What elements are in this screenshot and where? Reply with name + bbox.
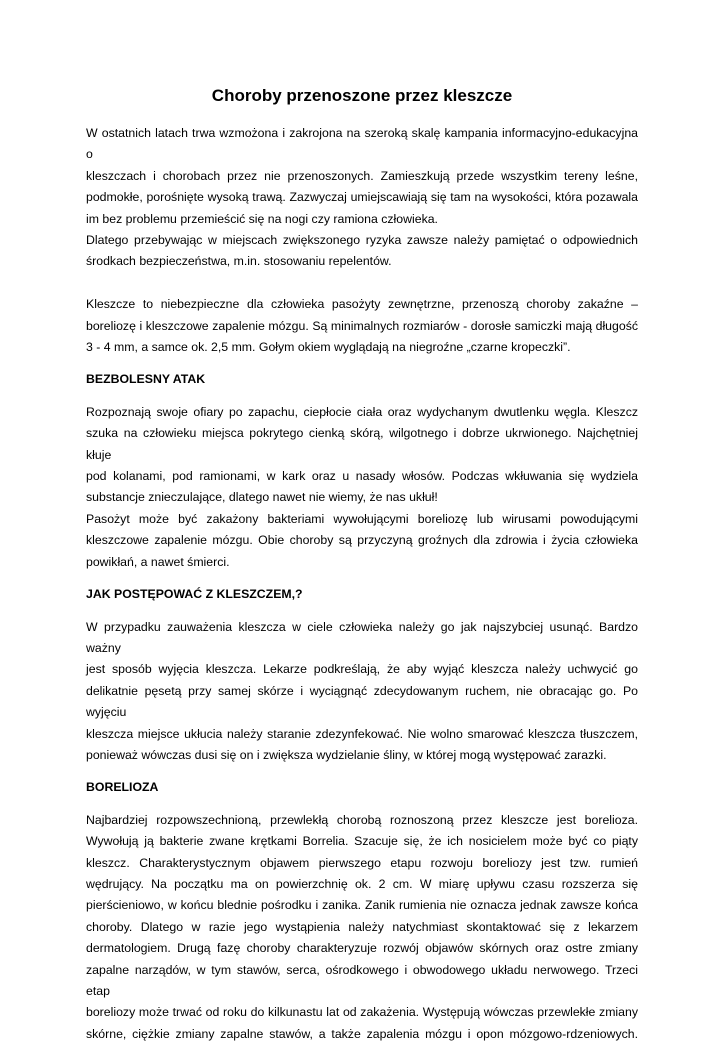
text-line: substancje znieczulające, dlatego nawet nie wiemy, że nas ukłuł! xyxy=(86,490,438,505)
text-line: boreliozy może trwać od roku do kilkunastu lat od zakażenia. Występują wówczas przewlekłe zmiany xyxy=(86,1005,638,1020)
text-line: wędrujący. Na początku ma on powierzchnię ok. 2 cm. W miarę upływu czasu rozszerza się xyxy=(86,876,638,891)
text-line: zapalne narządów, w tym stawów, serca, ośrodkowego i obwodowego układu nerwowego. Trzeci etap xyxy=(86,962,638,999)
ticks-paragraph xyxy=(86,294,638,358)
text-line: Rozpoznają swoje ofiary po zapachu, ciepłocie ciała oraz wydychanym dwutlenku węgla. Kleszcz xyxy=(86,404,638,419)
text-line: Najbardziej rozpowszechnioną, przewlekłą chorobą roznoszoną przez kleszcze jest borelioza. xyxy=(86,812,638,827)
text-line: szuka na człowieku miejsca pokrytego cienką skórą, wilgotnego i dobrze ukrwionego. Najchętniej kłuje xyxy=(86,426,638,462)
text-line: im bez problemu przemieścić się na nogi czy ramiona człowieka. xyxy=(86,211,438,226)
text-line: skórne, ciężkie zmiany zapalne stawów, a także zapalenia mózgu i opon mózgowo-rdzeniowych. xyxy=(86,1026,638,1041)
text-line: choroby. Dlatego w razie jego wystąpienia należy natychmiast skontaktować się z lekarzem xyxy=(86,919,638,934)
text-line: Dlatego przebywając w miejscach zwiększonego ryzyka zawsze należy pamiętać o odpowiednich xyxy=(86,233,638,248)
text-line: Pasożyt może być zakażony bakteriami wywołującymi boreliozę lub wirusami powodującymi xyxy=(86,511,638,526)
text-line: 3 - 4 mm, a samce ok. 2,5 mm. Gołym okiem wyglądają na niegroźne „czarne kropeczki”. xyxy=(86,340,571,355)
text-line: powikłań, a nawet śmierci. xyxy=(86,554,230,569)
text-line: podmokłe, porośnięte wysoką trawą. Zazwyczaj umiejscawiają się tam na wysokości, która pozawala xyxy=(86,190,638,205)
section1-paragraph-2 xyxy=(86,509,638,573)
intro-paragraph xyxy=(86,123,638,230)
text-line: boreliozę i kleszczowe zapalenie mózgu. Są minimalnych rozmiarów - dorosłe samiczki mają długość xyxy=(86,318,638,333)
text-line: kleszczowe zapalenie mózgu. Obie choroby są przyczyną groźnych dla zdrowia i życia człowieka xyxy=(86,533,638,548)
text-line: pod kolanami, pod ramionami, w kark oraz u nasady włosów. Podczas wkłuwania się wydziela xyxy=(86,469,638,484)
section3-paragraph-1 xyxy=(86,810,638,1045)
text-line: dermatologiem. Drugą fazę choroby charakteryzuje rozwój objawów skórnych oraz ostre zmiany xyxy=(86,941,638,956)
text-line: jest sposób wyjęcia kleszcza. Lekarze podkreślają, że aby wyjąć kleszcza należy uchwycić go xyxy=(86,662,638,677)
section-heading-borelioza: BORELIOZA xyxy=(86,780,159,795)
text-line: kleszcza miejsce ukłucia należy staranie zdezynfekować. Nie wolno smarować kleszcza tłuszczem, xyxy=(86,726,638,741)
text-line: pierścieniowo, w końcu blednie pośrodku i zanika. Zanik rumienia nie oznacza jednak zawsze końca xyxy=(86,898,638,913)
intro-paragraph-2 xyxy=(86,230,638,273)
text-line: W ostatnich latach trwa wzmożona i zakrojona na szeroką skalę kampania informacyjno-edukacyjna o xyxy=(86,126,638,162)
text-line: ponieważ wówczas dusi się on i zwiększa wydzielanie śliny, w której mogą występować zarazki. xyxy=(86,747,607,762)
section-heading-jak-postepowac: JAK POSTĘPOWAĆ Z KLESZCZEM,? xyxy=(86,587,303,602)
document-body xyxy=(86,123,638,1045)
text-line: Kleszcze to niebezpieczne dla człowieka pasożyty zewnętrzne, przenoszą choroby zakaźne – xyxy=(86,297,638,312)
section1-paragraph-1 xyxy=(86,402,638,509)
text-line: kleszczach i chorobach przez nie przenoszonych. Zamieszkują przede wszystkim tereny leśne, xyxy=(86,168,638,183)
section-heading-bezbolesny-atak: BEZBOLESNY ATAK xyxy=(86,372,206,387)
text-line: środkach bezpieczeństwa, m.in. stosowaniu repelentów. xyxy=(86,254,392,269)
text-line: W przypadku zauważenia kleszcza w ciele człowieka należy go jak najszybciej usunąć. Bardzo ważny xyxy=(86,619,638,655)
text-line: Wywołują ją bakterie zwane krętkami Borrelia. Szacuje się, że ich nosicielem może być co piąty xyxy=(86,834,638,849)
text-line: kleszcz. Charakterystycznym objawem pierwszego etapu rozwoju boreliozy jest tzw. rumień xyxy=(86,855,638,870)
section2-paragraph-1 xyxy=(86,617,638,767)
text-line: delikatnie pęsetą przy samej skórze i wyciągnąć zdecydowanym ruchem, nie obracając go. Po wyjęciu xyxy=(86,683,638,720)
page-title: Choroby przenoszone przez kleszcze xyxy=(211,86,513,105)
